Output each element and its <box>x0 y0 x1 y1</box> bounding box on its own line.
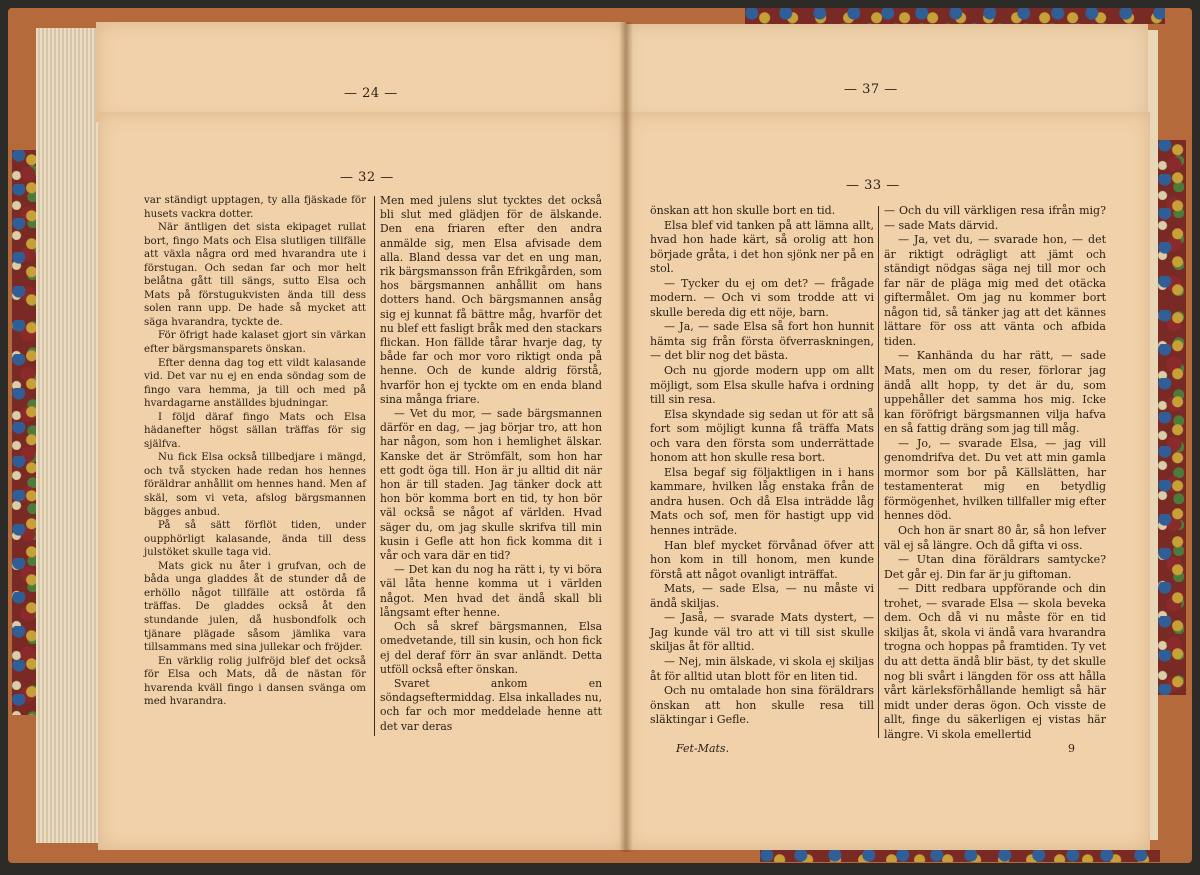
paragraph: Och så skref bärgsmannen, Elsa omedvetande, till sin kusin, och hon fick ej del deraf förr än svar anländt. Detta utföll också efter önskan. <box>380 620 602 676</box>
paragraph: I följd däraf fingo Mats och Elsa hädanefter högst sällan träffas för sig själfva. <box>144 410 366 450</box>
marbled-endpaper-right <box>1158 140 1186 695</box>
paragraph: — Kanhända du har rätt, — sade Mats, men om du reser, förlorar jag ändå allt hopp, ty det är du, som uppehåller det samma hos mig. Icke kan föröfrigt bärgsmannen vilja hafva en så fattig dräng som jag till måg. <box>884 349 1106 436</box>
paragraph: — Och du vill värkligen resa ifrån mig? — sade Mats därvid. <box>884 204 1106 232</box>
left-page-column-2 <box>380 194 602 734</box>
left-page-column-1 <box>144 194 366 709</box>
marbled-strip-bottom <box>760 850 1160 862</box>
right-page-column-2 <box>884 204 1106 742</box>
column-divider <box>878 206 879 738</box>
right-page-number: — 33 — <box>846 178 900 193</box>
right-page-column-1 <box>650 204 874 728</box>
marbled-endpaper-left <box>12 150 38 715</box>
paragraph: önskan att hon skulle bort en tid. <box>650 204 836 217</box>
underlying-right-page-number: — 37 — <box>844 82 898 97</box>
paragraph: Nu fick Elsa också tillbedjare i mängd, och två stycken hade redan hos hennes föräldrar anhållit om hennes hand. Men af skäl, som vi veta, afslog bärgsmannen bägges anbud. <box>144 451 366 518</box>
paragraph: När äntligen det sista ekipaget rullat bort, fingo Mats och Elsa slutligen tillfälle att växla några ord med hvarandra ute i förstugan. Och sedan far och mor helt belåtna gått till sängs, sutto Elsa och Mats på förstugukvisten ända till dess solen rann upp. De hade så mycket att säga hvarandra, tyckte de. <box>144 221 366 328</box>
paragraph: — Jaså, — svarade Mats dystert, — Jag kunde väl tro att vi till sist skulle skiljas åt för alltid. <box>650 611 874 654</box>
left-page <box>98 112 626 850</box>
paragraph: En värklig rolig julfröjd blef det också för Elsa och Mats, då de nästan för hvarenda kväll fingo i dansen svänga om med hvarandra. <box>144 654 366 708</box>
underlying-left-page-number: — 24 — <box>344 86 398 101</box>
paragraph: — Ja, vet du, — svarade hon, — det är riktigt odrägligt att jämt och ständigt nödgas säga nej till mor och far när de pläga mig med det otäcka giftermålet. Om jag nu kommer bort någon tid, så tänker jag att det kännes lättare för oss att vänta och afbida tiden. <box>884 233 1106 348</box>
paragraph: Svaret ankom en söndagseftermiddag. Elsa inkallades nu, och far och mor meddelade henne att det var deras <box>380 676 602 733</box>
paragraph: Elsa blef vid tanken på att lämna allt, hvad hon hade kärt, så orolig att hon började gråta, i det hon sjönk ner på en stol. <box>650 218 874 276</box>
paragraph: Mats gick nu åter i grufvan, och de båda unga gladdes åt de stunder då de erhöllo något tillfälle att ostörda få träffas. De gladdes också åt den stundande julen, då husbondfolk och tjänare plägade såsom jämlika vara tillsammans med sina jullekar och fröjder. <box>144 559 366 654</box>
left-page-number: — 32 — <box>340 170 394 185</box>
paragraph: Elsa begaf sig följaktligen in i hans kammare, hvilken låg enstaka från de andra husen. Och då Elsa inträdde låg Mats och sof, men för hastigt upp vid hennes inträde. <box>650 465 874 538</box>
paragraph: — Ditt redbara uppförande och din trohet, — svarade Elsa — skola beveka dem. Och då vi nu måste för en tid skiljas åt, skola vi ändå vara hvarandra trogna och hoppas på framtiden. Ty vet du att detta ändå blir bäst, ty det skulle nog bli svårt i längden för oss att hålla vårt kärleksförhållande hemligt så här midt under deras ögon. Och visste de allt, finge du säkerligen ej vistas här längre. Vi skola emellertid <box>884 582 1106 741</box>
paragraph: — Nej, min älskade, vi skola ej skiljas åt för alltid utan blott för en liten tid. <box>650 654 874 683</box>
running-footer-title: Fet-Mats. <box>676 742 730 755</box>
underlying-right-page <box>626 24 1148 122</box>
paragraph: Mats, — sade Elsa, — nu måste vi ändå skiljas. <box>650 582 874 610</box>
paragraph: Och hon är snart 80 år, så hon lefver väl ej så längre. Och då gifta vi oss. <box>884 524 1106 552</box>
right-page <box>626 112 1150 850</box>
paragraph: Och nu omtalade hon sina föräldrars önskan att hon skulle resa till släktingar i Gefle. <box>650 684 874 727</box>
paragraph: — Vet du mor, — sade bärgsmannen därför en dag, — jag börjar tro, att hon har någon, som hon i hemlighet älskar. Kanske det är Strömfält, som hon har ett godt öga till. Hon är ju alltid dit när hon är till staden. Jag tänker dock att hon bör komma bort en tid, ty hon bör väl också se något af världen. Hvad säger du, om jag skulle skrifva till min kusin i Gefle att hon fick komma dit i vår och vara där en tid? <box>380 407 602 563</box>
paragraph: Efter denna dag tog ett vildt kalasande vid. Det var nu ej en enda söndag som de fingo vara hemma, ja till och med på hvardagarne anställdes bjudningar. <box>144 356 366 410</box>
paragraph: — Tycker du ej om det? — frågade modern. — Och vi som trodde att vi skulle bereda dig ett nöje, barn. <box>650 276 874 319</box>
paragraph: För öfrigt hade kalaset gjort sin värkan efter bärgsmansparets önskan. <box>144 329 366 356</box>
paragraph: — Jo, — svarade Elsa, — jag vill genomdrifva det. Du vet att min gamla mormor som bor på Källslätten, har testamenterat mig en betydlig förmögenhet, hvilken tillfaller mig efter hennes död. <box>884 436 1106 523</box>
paragraph: Han blef mycket förvånad öfver att hon kom in till honom, men kunde förstå att något ovanligt inträffat. <box>650 538 874 581</box>
paragraph: var ständigt upptagen, ty alla fjäskade för husets vackra dotter. <box>144 194 366 220</box>
page-block-edge <box>36 28 99 843</box>
paragraph: — Utan dina föräldrars samtycke? Det går ej. Din far är ju giftoman. <box>884 553 1106 581</box>
underlying-left-page <box>96 22 626 122</box>
paragraph: Elsa skyndade sig sedan ut för att så fort som möjligt kunna få träffa Mats och vara den första som underrättade honom att hon skulle resa bort. <box>650 407 874 465</box>
signature-number: 9 <box>1068 742 1075 755</box>
paragraph: — Ja, — sade Elsa så fort hon hunnit hämta sig från första öfverraskningen, — det blir nog det bästa. <box>650 320 874 363</box>
paragraph: På så sätt förflöt tiden, under oupphörligt kalasande, ända till dess julstöket skulle taga vid. <box>144 519 366 559</box>
marbled-strip-top <box>745 8 1165 24</box>
column-divider <box>374 196 375 736</box>
paragraph: Men med julens slut tycktes det också bli slut med glädjen för de älskande. Den ena friaren efter den andra anmälde sig, men Elsa afvisade dem alla. Bland dessa var det en ung man, rik bärgsmansson från Efrikgården, som hos bärgsmannen anhållit om hans dotters hand. Och bärgsmannen ansåg sig ej kunnat få bättre måg, hvarför det nu blef ett fasligt bråk med den stackars flickan. Hon fällde tårar hvarje dag, ty både far och mor voro riktigt onda på henne. Och de kunde aldrig förstå, hvarför hon ej tyckte om en enda bland sina många friare. <box>380 194 602 406</box>
paragraph: — Det kan du nog ha rätt i, ty vi böra väl låta henne komma ut i världen något. Men hvad det ändå skall bli långsamt efter henne. <box>380 563 602 619</box>
book-gutter <box>619 22 633 852</box>
paragraph: Och nu gjorde modern upp om allt möjligt, som Elsa skulle hafva i ordning till sin resa. <box>650 364 874 407</box>
